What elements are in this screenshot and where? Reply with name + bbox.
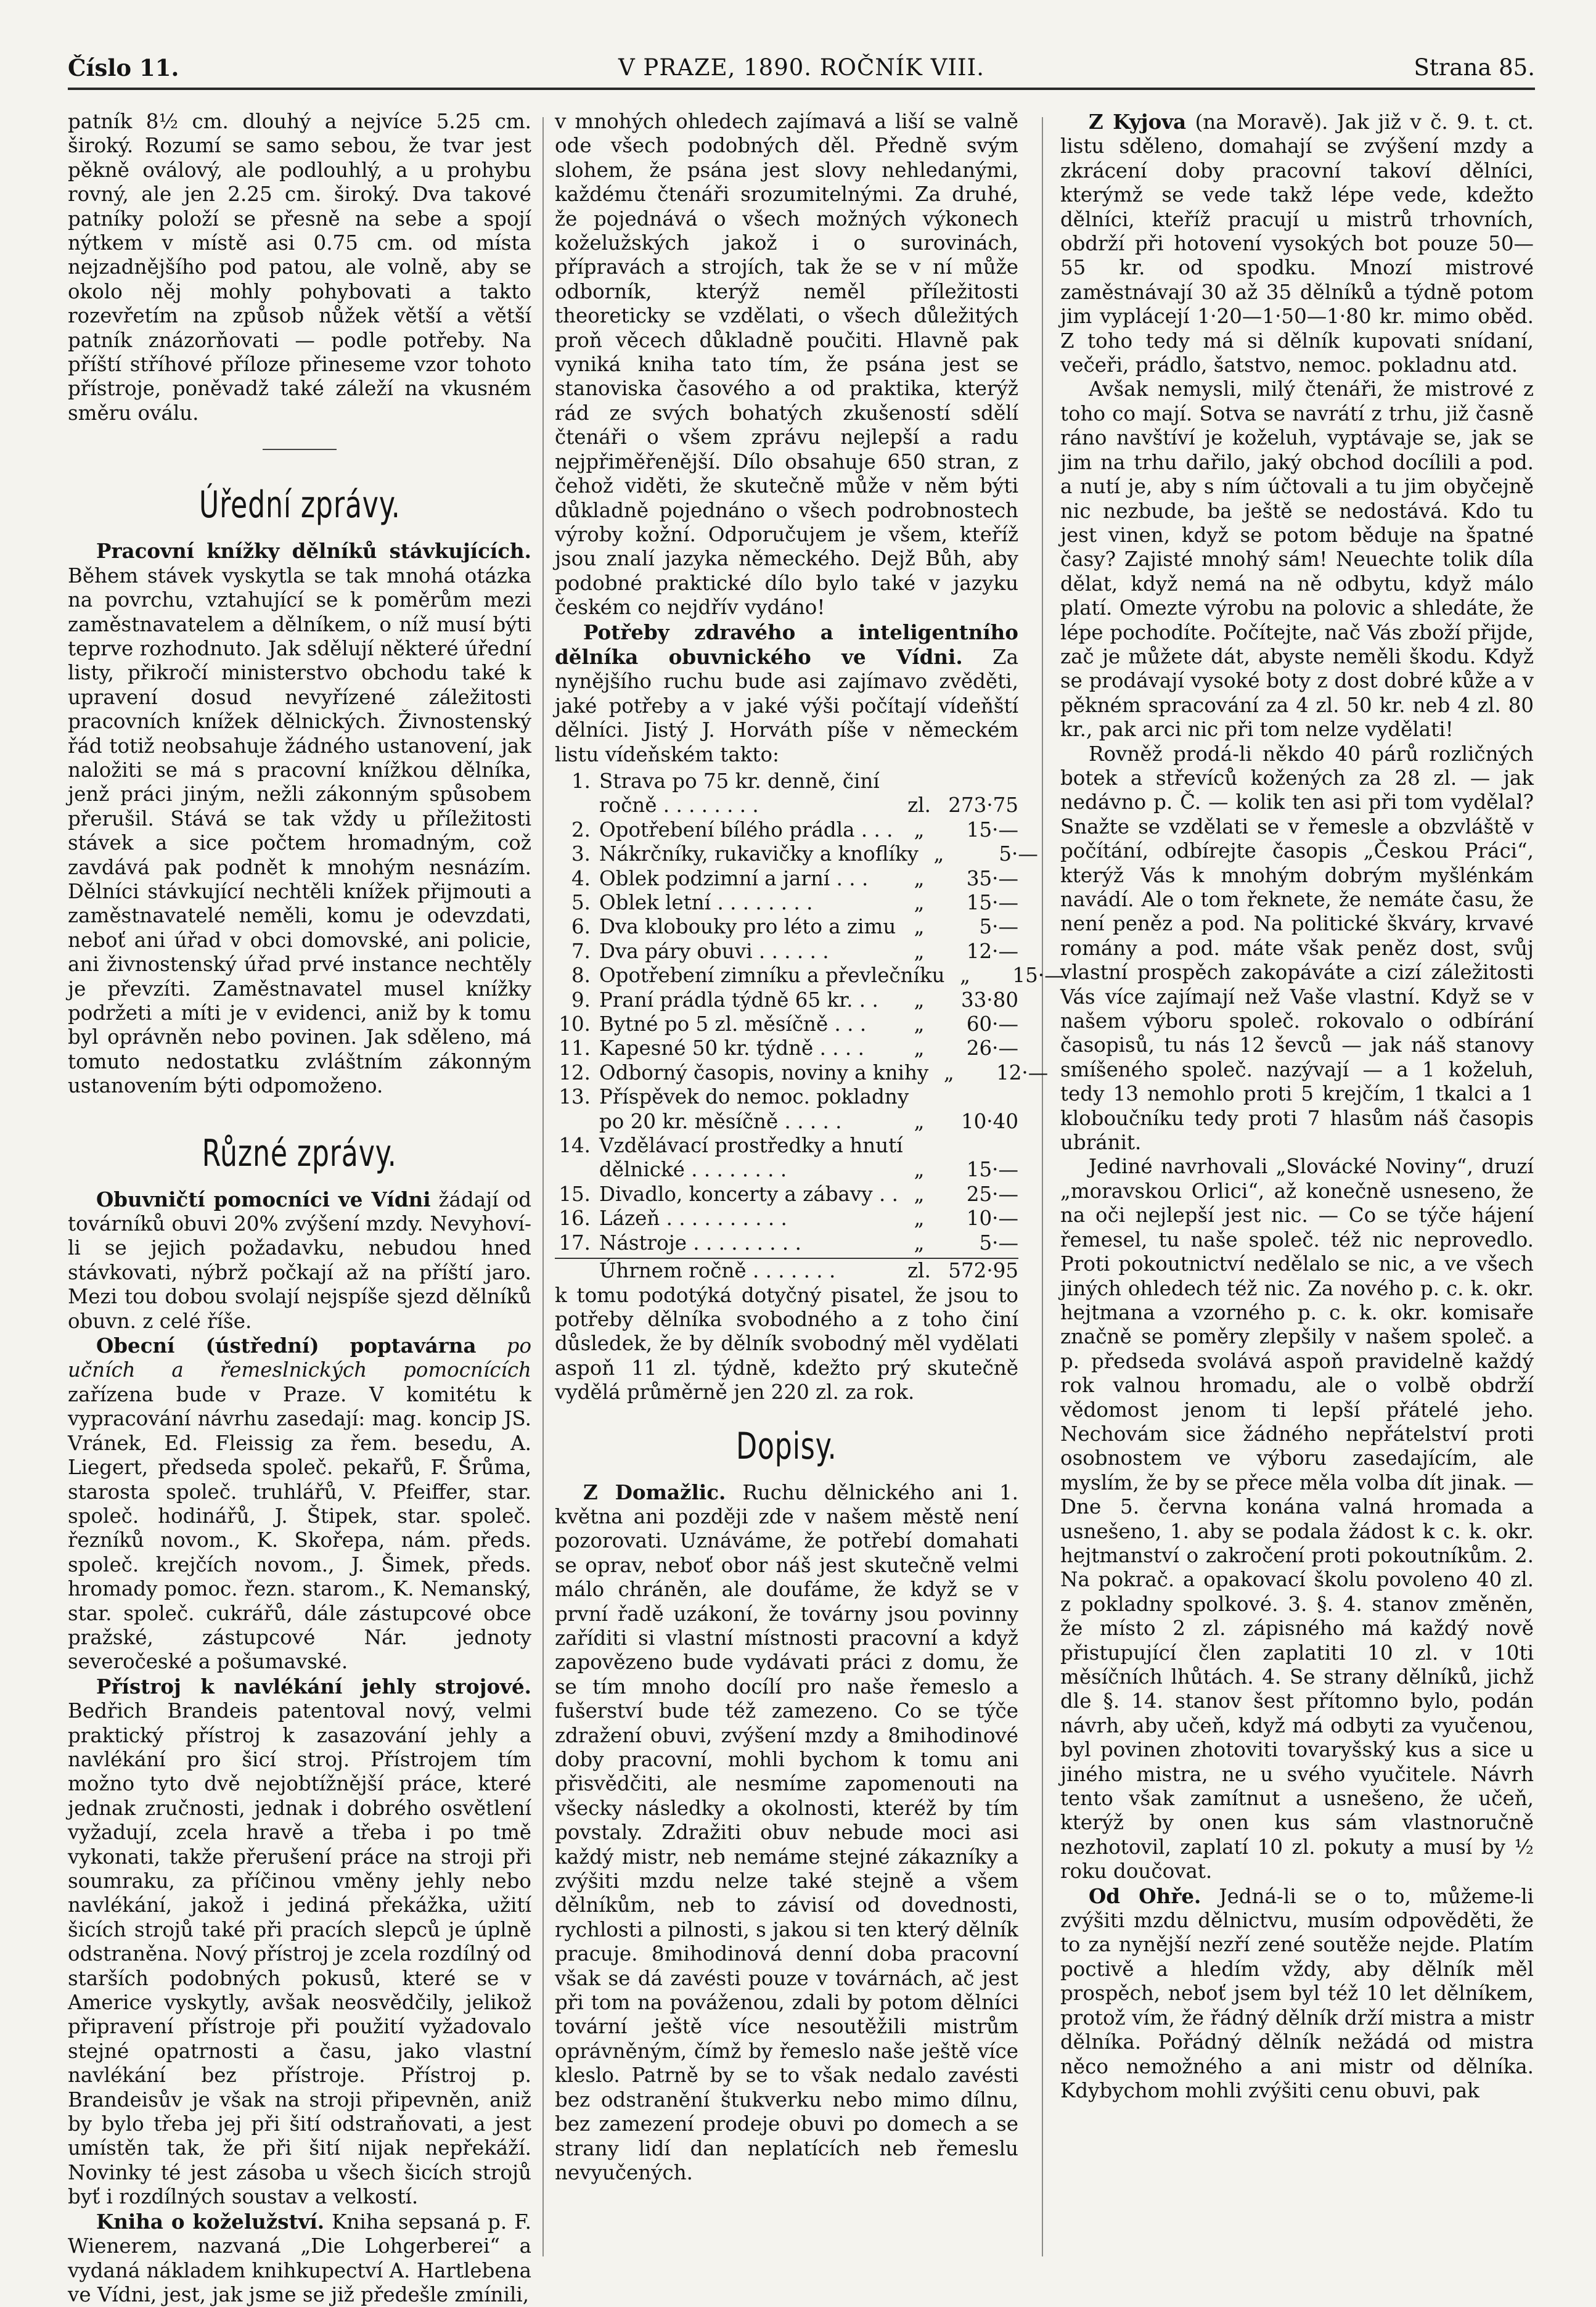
article-employment-office: Obecní (ústřední) poptavárna po učních a řemeslnických pomocnících zařízena bude v Praze. V komitétu k vypracování návrhu zasedají: mag. koncip JS. Vránek, Ed. Fleissig za řem. besedu, A. Liegert, předseda společ. pekařů, F. Šrůma, starosta společ. truhlářů, V. Pfeiffer, star. společ. hodinářů, J. Štipek, star. společ. řezníků novom., K. Skořepa, nám. předs. společ. krejčích novom., J. Šimek, předs. hromady pomoc. řezn. starom., K. Nemanský, star. společ. cukrářů, dále zástupcové obce pražské, zástupcové Nár. jednoty severočeské a pošumavské. — [68, 1334, 532, 1674]
expense-item: Vzdělávací prostředky a hnutí — [599, 1134, 903, 1158]
expense-unit: „ — [914, 866, 925, 890]
expense-number: 8. — [571, 964, 591, 988]
expense-table — [555, 769, 1065, 1255]
expense-amount: 5·— — [979, 1231, 1018, 1255]
expense-row — [555, 793, 1018, 817]
expense-item: Kapesné 50 kr. týdně . . . . — [599, 1036, 864, 1060]
expense-unit: „ — [943, 1060, 954, 1084]
expense-number: 10. — [559, 1012, 591, 1036]
expense-item: Dva páry obuvi . . . . . . — [599, 939, 829, 963]
article-work-books: Pracovní knížky dělníků stávkujících. Během stávek vyskytla se tak mnohá otázka na povrchu, vztahující se k poměrům mezi zaměstnavatelem a dělníkem, o níž musí býti teprve rozhodnuto. Jak sdělují některé úřední listy, přikročí ministerstvo obchodu také k upravení dosud nevyřízené záležitosti pracovních knížek dělnických. Živnostenský řád totiž neobsahuje žádného ustanovení, jak naložiti se má s pracovní knížkou dělníka, jenž práci jiným, nežli zákonným spůsobem přerušil. Stává se tak vždy u příležitosti stávek a sice počtem hromadným, což zavdává pak podnět k mnohým nesnázím. Dělníci stávkující nechtěli knížek přijmouti a zaměstnavatelé neměli, komu je odevzdati, neboť ani úřad v obci domovské, ani policie, ani živnostenský úřad prvé instance nechtěly je převzíti. Zaměstnavatel musel knížky podržeti a míti je v evidenci, aniž by k tomu byl oprávněn nebo povinen. Jak sděleno, má tomuto nedostatku zvláštním zákonným ustanovením býti odpomoženo. — [68, 539, 531, 1098]
expense-unit: „ — [914, 1036, 925, 1060]
expense-item: Opotřebení zimníku a převlečníku — [599, 964, 945, 988]
expense-unit: „ — [914, 1182, 925, 1206]
expense-unit: „ — [914, 891, 925, 914]
expense-unit: „ — [960, 964, 970, 988]
expense-item: Příspěvek do nemoc. pokladny — [599, 1085, 909, 1109]
expense-item: ročně . . . . . . . . — [599, 793, 759, 817]
expense-row — [555, 1207, 1018, 1231]
column-1 — [68, 110, 531, 2307]
expense-amount: 5·— — [979, 915, 1018, 939]
column-separator — [542, 117, 544, 2256]
expense-item: Nástroje . . . . . . . . . — [599, 1231, 801, 1255]
expense-item: dělnické . . . . . . . . — [599, 1158, 787, 1182]
expense-number: 2. — [571, 817, 591, 842]
expense-total: Úhrnem ročně . . . . . . . zl. 572·95 — [555, 1258, 1018, 1283]
expense-item: Oblek letní . . . . . . . . — [599, 891, 813, 914]
expense-unit: „ — [914, 988, 925, 1012]
expense-amount: 5·— — [999, 842, 1038, 866]
section-title-official: Úřední zprávy. — [198, 483, 401, 527]
expense-amount: 273·75 — [948, 793, 1018, 817]
article-tanning-book-cont: v mnohých ohledech zajímavá a liší se valně ode všech podobných děl. Předně svým slohem, že psána jest slovy nehledanými, každému čtenáři srozumitelnými. Za druhé, že pojednává o všech možných výkonech koželužských jakož i o surovinách, přípravách a strojích, tak že se v ní může odborník, kterýž neměl příležitosti theoreticky se vzdělati, o všech důležitých proň věcech důkladně poučiti. Hlavně pak vyniká kniha tato tím, že psána jest se stanoviska časového a od praktika, kterýž rád ze svých bohatých zkušeností sdělí čtenáři o všem zprávu nejlepší a radu nejpřiměřenější. Dílo obsahuje 650 stran, z čehož viděti, že skutečně může v něm býti důkladně pojednáno o všech podrobnostech výroby kožní. Odporučujem je všem, kteříž jsou znalí jazyka německého. Dejž Bůh, aby podobné praktické dílo bylo také v jazyku českém co nejdřív vydáno! — [555, 110, 1018, 620]
letter-kyjov: Z Kyjova (na Moravě). Jak již v č. 9. t. ct. listu sděleno, domahají se zvýšení mzdy a zkrácení doby pracovní takoví dělníci, kterýmž se vede takž lépe vede, kdežto dělníci, kteříž pracují u mistrů trhovních, obdrží při hotovení vysokých bot pouze 50—55 kr. od spodku. Mnozí mistrové zaměstnávají 30 až 35 dělníků a týdně potom jim vyplácejí 1·20—1·50—1·80 kr. mimo oběd. Z toho tedy má si dělník kupovati snídaní, večeři, prádlo, šatstvo, nemoc. pokladnu atd. — [1060, 110, 1534, 377]
expense-number: 1. — [571, 769, 591, 793]
expense-unit: „ — [914, 1231, 925, 1255]
expense-amount: 10·40 — [960, 1109, 1018, 1133]
expense-row — [555, 1231, 1018, 1255]
expense-number: 5. — [571, 891, 591, 914]
expense-row — [555, 1085, 1018, 1109]
expense-row — [555, 867, 1018, 891]
expense-row — [555, 1012, 1018, 1036]
expense-item: Opotřebení bílého prádla . . . — [599, 817, 893, 842]
expense-item: Lázeň . . . . . . . . . . — [599, 1207, 787, 1231]
expense-amount: 15·— — [1012, 964, 1065, 988]
article-continuation: patník 8½ cm. dlouhý a nejvíce 5.25 cm. široký. Rozumí se samo sebou, že tvar jest pěkně oválový, ale podlouhlý, a u prohybu rovný, ale jen 2.25 cm. široký. Dva takové patníky položí se přesně na sebe a spojí nýtkem v místě asi 0.75 cm. od místa nejzadnějšího pod patou, ale volně, aby se okolo něj mohly pohybovati a takto rozevřetím na způsob nůžek větší a větší patník znázorňovati — podle potřeby. Na příští stříhové příloze přineseme vzor tohoto přístroje, poněvadž také záleží na vkusném směru oválu. — [68, 110, 531, 425]
letter-kyjov-2: Avšak nemysli, milý čtenáři, že mistrové z toho co mají. Sotva se navrátí z trhu, již časně ráno navštíví je koželuh, vyptávaje se, jak se jim na trhu dařilo, jaký obchod docílili a pod. a nutí je, aby s ním účtovali a tu jim obyčejně nic nezbude, ba ještě se nedostává. Kdo tu jest vinen, když se potom běduje na špatné časy? Zajisté mnohý sám! Neuechte tolik díla dělat, když nemá na ně odbytu, když málo platí. Omezte výrobu na polovic a shledáte, že lépe pochodíte. Počítejte, nač Vás zboží přijde, zač je můžete dát, abyste neměli škodu. Když se prodávají vysoké boty z dost dobré kůže a v pěkném spracování za 4 zl. 50 kr. neb 4 zl. 80 kr., pak arci nic při tom nelze vydělati! — [1060, 377, 1534, 742]
page-number: Strana 85. — [1414, 54, 1535, 81]
column-2 — [555, 110, 1065, 2185]
section-divider — [263, 449, 337, 450]
expense-amount: 12·— — [966, 939, 1018, 963]
expense-row — [555, 964, 1065, 988]
expense-item: Bytné po 5 zl. měsíčně . . . — [599, 1012, 867, 1036]
expense-unit: „ — [914, 817, 925, 842]
expense-number: 7. — [571, 939, 591, 963]
expense-amount: 15·— — [966, 891, 1018, 914]
expense-row — [555, 940, 1018, 964]
expense-row — [555, 842, 1038, 866]
expense-row — [555, 1182, 1018, 1207]
expense-item: Praní prádla týdně 65 kr. . . — [599, 988, 878, 1012]
expense-amount: 12·— — [996, 1060, 1049, 1084]
expense-amount: 33·80 — [960, 988, 1018, 1012]
expense-item: Odborný časopis, noviny a knihy — [599, 1060, 929, 1084]
header-rule — [68, 88, 1535, 90]
letter-kyjov-4: Jediné navrhovali „Slovácké Noviny“, druzí „moravskou Orlici“, až konečně usneseno, že na oči nejlepší jest nic. — Co se týče hájení řemesel, tu naše společ. též nic neprovedlo. Proti pokoutnictví nedělalo se nic, a ve všech jiných ohledech též nic. Za nového p. c. k. okr. hejtmana a vzorného p. c. k. okr. komisaře značně se poměry zlepšily v našem společ. a p. předseda svolává aspoň pravidelně každý rok valnou hromadu, ale o volbě obdrží vědomost jenom ti lepší přátelé jeho. Nechovám sice žádného nepřátelství proti osobnostem ve výboru zasedajícím, ale myslím, že by se přece měla volba dít jinak. — Dne 5. června konána valná hromada a usnešeno, 1. aby se podala žádost k c. k. okr. hejtmanství o zakročení proti pokoutníkům. 2. Na pokrač. a opakovací školu povoleno 40 zl. z pokladny spolkové. 3. §. 4. stanov změněn, že místo 2 zl. zápisného má každý nově přistupující člen zaplatiti 10 zl. v 10ti měsíčních lhůtách. 4. Se strany dělníků, jichž dle §. 14. stanov šest přítomno bylo, podán návrh, aby učeň, když má odbyti za vyučenou, byl povinen zhotoviti tovaryšský kus a sice u jiného mistra, ne u svého vyučitele. Návrh tento však zamítnut a usnešeno, že učeň, kterýž by onen kus sám vlastnoručně nezhotovil, zaplatí 10 zl. pokuty a musí by ½ roku doučovat. — [1060, 1155, 1534, 1883]
expense-row — [555, 769, 1018, 793]
letter-domazlice: Z Domažlic. Ruchu dělnického ani 1. května ani později zde v našem městě není pozorovati. Uznáváme, že potřebí domahati se oprav, neboť obor náš jest skutečně velmi málo chráněn, ale doufáme, že když se v první řadě uzákoní, že továrny jsou povinny zaříditi si vlastní místnosti pracovní a když zapovězeno bude vydávati práci z domu, že se tím mnoho docílí pro naše řemeslo a fušerství bude též zamezeno. Co se týče zdražení obuvi, zvýšení mzdy a 8mihodinové doby pracovní, mohli bychom k tomu ani přisvědčiti, ale nesmíme zapomenouti na všecky následky a okolnosti, kteréž by tím povstaly. Zdražiti obuv nebude moci asi každý mistr, neb nemáme stejné zákazníky a zvýšiti mzdu nelze také stejně a všem dělníkům, neb to závisí od dovednosti, rychlosti a pilnosti, s jakou si ten který dělník pracuje. 8mihodinová denní doba pracovní však se dá zavésti pouze v továrnách, ač jest při tom na pováženou, zdali by potom dělníci tovární ještě více nesoutěžili mistrům oprávněným, čímž by řemeslo naše ještě více kleslo. Patrně by se to však nedalo zavésti bez odstranění štukverku nebo mimo dílnu, bez zamezení prodeje obuvi po domech a se strany lidí dan neplatících neb řemeslu nevyučených. — [555, 1480, 1018, 2184]
expense-amount: 15·— — [966, 817, 1018, 842]
expense-amount: 10·— — [966, 1207, 1018, 1231]
expense-amount: 26·— — [966, 1036, 1018, 1060]
expense-unit: zl. — [907, 793, 931, 817]
expense-number: 12. — [559, 1060, 591, 1084]
article-needle-threader: Přístroj k navlékání jehly strojové. Bedřich Brandeis patentoval nový, velmi praktický přístroj k zasazování jehly a navlékání pro šicí stroj. Přístrojem tím možno tyto dvě nejobtížnější práce, které jednak zručnosti, jednak i dobrého osvětlení vyžadují, zcela hravě a třeba i po tmě vykonati, takže přerušení práce na stroji při soumraku, za příčinou vměny jehly nebo navlékání, jakož i jediná překážka, užití šicích strojů také při pracích slepců je úplně odstraněna. Nový přístroj je zcela rozdílný od starších podobných pokusů, které se v Americe vyskytly, avšak neosvědčily, jelikož připravení přístroje při použití vyžadovalo stejné opatrnosti a času, jako vlastní navlékání bez přístroje. Přístroj p. Brandeisův je však na stroji připevněn, aniž by bylo třeba jej při šití odstraňovati, a jest umístěn tak, že při šití nijak nepřekáží. Novinky té jest zásoba u všech šicích strojů byť i rozdílných soustav a velkostí. — [68, 1674, 531, 2209]
expense-unit: „ — [914, 1109, 925, 1133]
expense-amount: 35·— — [966, 866, 1018, 890]
masthead-line: V PRAZE, 1890. ROČNÍK VIII. — [618, 54, 985, 81]
expense-number: 15. — [559, 1182, 591, 1206]
expense-row — [555, 818, 1018, 842]
expense-unit: „ — [914, 1158, 925, 1182]
section-title-letters: Dopisy. — [736, 1424, 837, 1468]
expense-unit: „ — [914, 1012, 925, 1036]
expense-unit: „ — [914, 1207, 925, 1231]
expense-number: 6. — [571, 915, 591, 939]
expense-item: Strava po 75 kr. denně, činí — [599, 769, 880, 793]
expense-row — [555, 988, 1018, 1012]
expense-row — [555, 915, 1018, 939]
expense-item: po 20 kr. měsíčně . . . . . — [599, 1109, 842, 1133]
expense-amount: 25·— — [966, 1182, 1018, 1206]
expense-item: Oblek podzimní a jarní . . . — [599, 866, 869, 890]
column-separator — [1042, 117, 1043, 2256]
expense-unit: „ — [914, 939, 925, 963]
expense-number: 11. — [559, 1036, 591, 1060]
expense-number: 9. — [571, 988, 591, 1012]
expense-row — [555, 1060, 1049, 1085]
expense-number: 17. — [559, 1231, 591, 1255]
expense-item: Divadlo, koncerty a zábavy . . — [599, 1182, 898, 1206]
expense-row — [555, 1110, 1018, 1134]
expense-row — [555, 1036, 1018, 1060]
expense-row — [555, 1134, 1018, 1158]
article-tanning-book: Kniha o koželužství. Kniha sepsaná p. F. Wienerem, nazvaná „Die Lohgerberei“ a vydaná nákladem knihkupectví A. Hartlebena ve Vídni, jest, jak jsme se již předešle zmínili, — [68, 2209, 531, 2306]
expense-unit: „ — [914, 915, 925, 939]
expense-row — [555, 891, 1018, 915]
expense-number: 14. — [559, 1134, 591, 1158]
expense-item: Nákrčníky, rukavičky a knoflíky — [599, 842, 919, 866]
section-title-various: Různé zprávy. — [202, 1131, 397, 1175]
expense-number: 3. — [571, 842, 591, 866]
expense-item: Dva klobouky pro léto a zimu — [599, 915, 896, 939]
expense-amount: 15·— — [966, 1158, 1018, 1182]
article-worker-needs-conclusion: k tomu podotýká dotyčný pisatel, že jsou to potřeby dělníka svobodného a z toho činí důsledek, že by dělník svobodný měl vydělati aspoň 11 zl. týdně, kdežto prý skutečně vydělá průměrně jen 220 zl. za rok. — [555, 1283, 1018, 1404]
expense-amount: 60·— — [966, 1012, 1018, 1036]
expense-number: 4. — [571, 866, 591, 890]
page-header — [68, 54, 1535, 97]
article-vienna-shoemakers: Obuvničtí pomocníci ve Vídni žádají od továrníků obuvi 20% zvýšení mzdy. Nevyhoví-li se jejich požadavku, nebudou hned stávkovati, nýbrž počkají až na příští jaro. Mezi tou dobou svolají nejspíše sjezd dělníků obuvn. z celé říše. — [68, 1187, 531, 1333]
expense-number: 16. — [559, 1207, 591, 1231]
issue-number: Číslo 11. — [68, 54, 179, 81]
expense-number: 13. — [559, 1085, 591, 1109]
expense-row — [555, 1158, 1018, 1182]
expense-unit: „ — [933, 842, 944, 866]
letter-ohre: Od Ohře. Jedná-li se o to, můžeme-li zvýšiti mzdu dělnictvu, musím odpověděti, že to za nynější nezří zené soutěže nejde. Platím poctivě a hledím vždy, aby dělník měl prospěch, neboť jsem byl též 10 let dělníkem, protož vím, že řádný dělník drží mistra a mistr dělníka. Pořádný dělník nežádá od mistra něco nemožného a ani mistr od dělníka. Kdybychom mohli zvýšiti cenu obuvi, pak — [1060, 1883, 1534, 2102]
letter-kyjov-3: Rovněž prodá-li někdo 40 párů rozličných botek a střevíců kožených za 28 zl. — jak nedávno p. Č. — kolik ten asi při tom vydělal? Snažte se vzdělati se v řemesle a obzvláště v počítání, odbírejte časopis „Českou Práci“, kterýž Vás k mnohým dobrým myšlénkám navádí. Ale o tom řeknete, že nemáte času, že není peněz a pod. Na politické škváry, krvavé romány a pod. máte však peněz dost, svůj vlastní prospěch zakopáváte a cizí záležitosti Vás více zajímají než Vaše vlastní. Když se v našem výboru společ. rokovalo o odbírání časopisů, tu nás 12 ševců — jak náš stanovy smíšeného společ. nazývají — a 1 koželuh, tedy 13 nemohlo proti 5 krejčím, 1 tkalci a 1 kloboučníku tedy proti 7 hlasům náš časopis ubránit. — [1060, 742, 1534, 1155]
column-3 — [1060, 110, 1534, 2103]
article-worker-needs: Potřeby zdravého a inteligentního dělníka obuvnického ve Vídni. Za nynějšího ruchu bude asi zajímavo zvěděti, jaké potřeby a v jaké výši počítají vídeňští dělníci. Jistý J. Horváth píše v německém listu vídeňském takto: — [555, 620, 1018, 766]
